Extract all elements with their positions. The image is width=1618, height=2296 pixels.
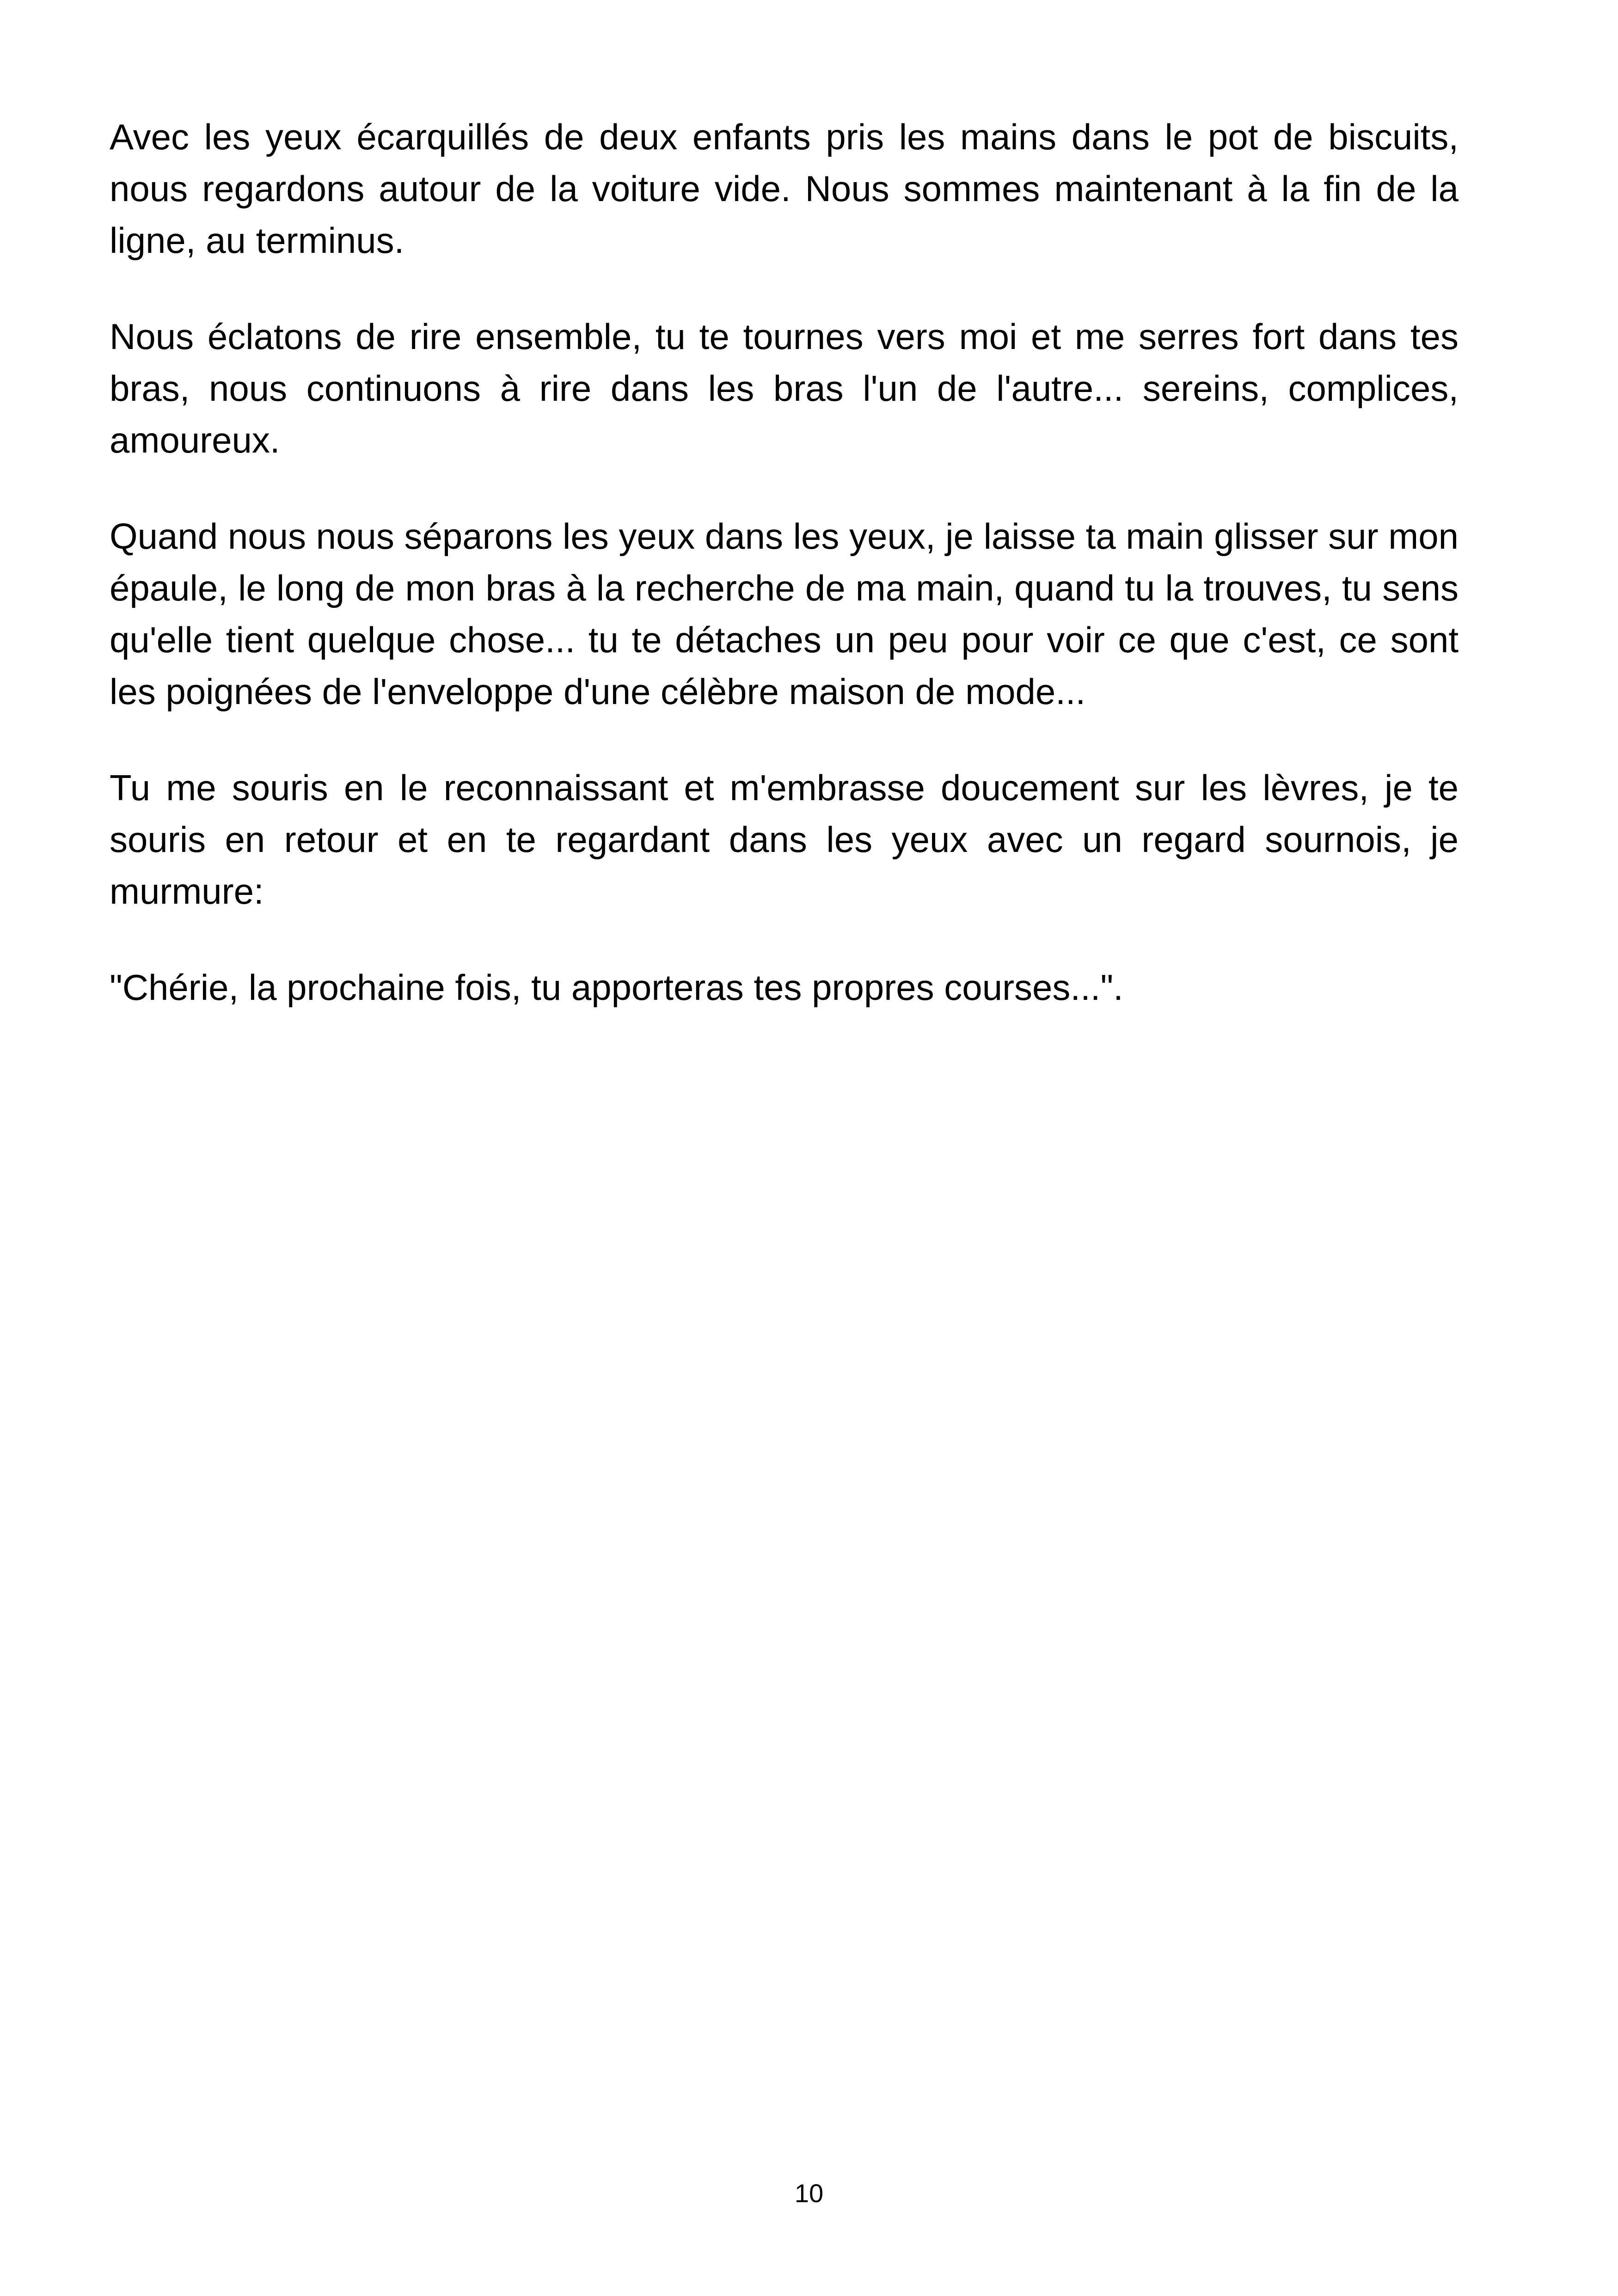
page-number: 10	[794, 2179, 824, 2208]
paragraph-3: Quand nous nous séparons les yeux dans les yeux, je laisse ta main glisser sur mon épaule, le long de mon bras à la recherche de ma main, quand tu la trouves, tu sens qu'elle tient quelque chose... tu te détaches un peu pour voir ce que c'est, ce sont les poignées de l'enveloppe d'une célèbre maison de mode...	[110, 516, 1459, 712]
paragraph-4: Tu me souris en le reconnaissant et m'embrasse doucement sur les lèvres, je te souris en retour et en te regardant dans les yeux avec un regard sournois, je murmure:	[110, 767, 1459, 912]
page-body	[110, 111, 1459, 1013]
paragraph-5: "Chérie, la prochaine fois, tu apporteras tes propres courses...".	[110, 967, 1123, 1008]
paragraph-1: Avec les yeux écarquillés de deux enfants pris les mains dans le pot de biscuits, nous regardons autour de la voiture vide. Nous sommes maintenant à la fin de la ligne, au terminus.	[110, 116, 1459, 261]
paragraph-2: Nous éclatons de rire ensemble, tu te tournes vers moi et me serres fort dans tes bras, nous continuons à rire dans les bras l'un de l'autre... sereins, complices, amoureux.	[110, 316, 1459, 460]
